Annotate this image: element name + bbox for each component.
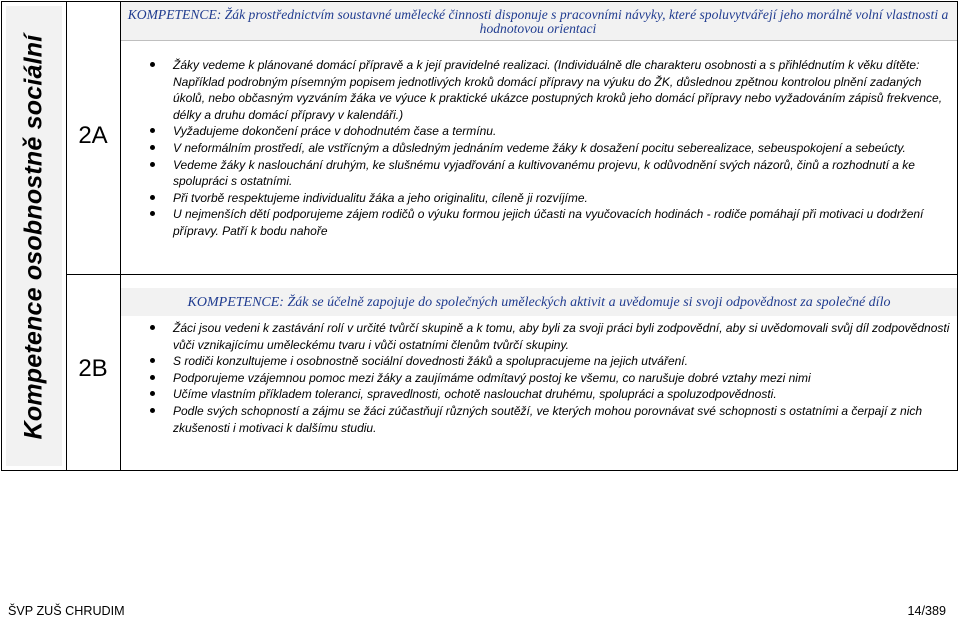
section-a-list (121, 57, 951, 240)
section-a (121, 2, 957, 275)
list-item: Při tvorbě respektujeme individualitu žáka a jeho originalitu, cíleně ji rozvíjíme. (121, 190, 951, 207)
content-column (121, 2, 957, 470)
list-item: Učíme vlastním příkladem toleranci, spravedlnosti, ochotě naslouchat druhému, spolupráci a spoluzodpovědnosti. (121, 386, 951, 403)
side-column (2, 2, 67, 470)
list-item: V neformálním prostředí, ale vstřícným a důsledným jednáním vedeme žáky k dosažení pocitu seberealizace, sebeuspokojení a sebeúcty. (121, 140, 951, 157)
list-item: Podle svých schopností a zájmu se žáci zúčastňují různých soutěží, ve kterých mohou porovnávat své schopnosti s ostatními a čerpají z nich zkušenosti i motivaci k dalšímu studiu. (121, 403, 951, 436)
list-item: Vyžadujeme dokončení práce v dohodnutém čase a termínu. (121, 123, 951, 140)
side-title: Kompetence osobnostně sociální (19, 34, 48, 440)
row-divider (66, 274, 120, 275)
code-2b: 2B (78, 355, 108, 382)
section-a-heading: KOMPETENCE: Žák prostřednictvím soustavné umělecké činnosti disponuje s pracovními návyky, které spoluvytvářejí jeho morálně volní vlastnosti a hodnotovou orientaci (127, 7, 949, 36)
list-item: Podporujeme vzájemnou pomoc mezi žáky a zaujímáme odmítavý postoj ke všemu, co narušuje dobré vztahy mezi nimi (121, 370, 951, 387)
code-2a: 2A (78, 122, 108, 149)
footer-page-number: 14/389 (907, 604, 946, 618)
footer-school: ŠVP ZUŠ CHRUDIM (8, 604, 125, 618)
list-item: Vedeme žáky k naslouchání druhým, ke slušnému vyjadřování a kultivovanému projevu, k odůvodnění svých názorů, činů a rozhodnutí a ke spolupráci s ostatními. (121, 157, 951, 190)
section-b-heading: KOMPETENCE: Žák se účelně zapojuje do společných uměleckých aktivit a uvědomuje si svoji odpovědnost za společné dílo (187, 295, 891, 310)
section-b-list (121, 320, 951, 436)
list-item: S rodiči konzultujeme i osobnostně sociální dovednosti žáků a spolupracujeme na jejich utváření. (121, 353, 951, 370)
competence-table (1, 1, 958, 471)
section-a-heading-box (121, 2, 957, 41)
list-item: Žáky vedeme k plánované domácí přípravě a k její pravidelné realizaci. (Individuálně dle charakteru osobnosti a s přihlédnutím k věku dítěte: Například podrobným písemným popisem jednotlivých kroků domácí přípravy na výuku do ŽK, důslednou zpětnou kontrolou plnění zadaných úkolů, nebo občasným vyzváním žáka ve výuce k praktické ukázce postupných kroků jeho domácí přípravy nebo vyžadováním zápisů frekvence, délky a druhu domácí přípravy v kalendáři.) (121, 57, 951, 123)
list-item: Žáci jsou vedeni k zastávání rolí v určité tvůrčí skupině a k tomu, aby byli za svoji práci byli zodpovědní, aby si uvědomovali svůj díl zodpovědnosti vůči vznikajícímu uměleckému tvaru i vůči ostatními členům tvůrčí skupiny. (121, 320, 951, 353)
list-item: U nejmenších dětí podporujeme zájem rodičů o výuku formou jejich účasti na vyučovacích hodinách - rodiče pomáhají při motivaci u dodržení přípravy. Patří k bodu nahoře (121, 206, 951, 239)
code-column (66, 2, 121, 470)
